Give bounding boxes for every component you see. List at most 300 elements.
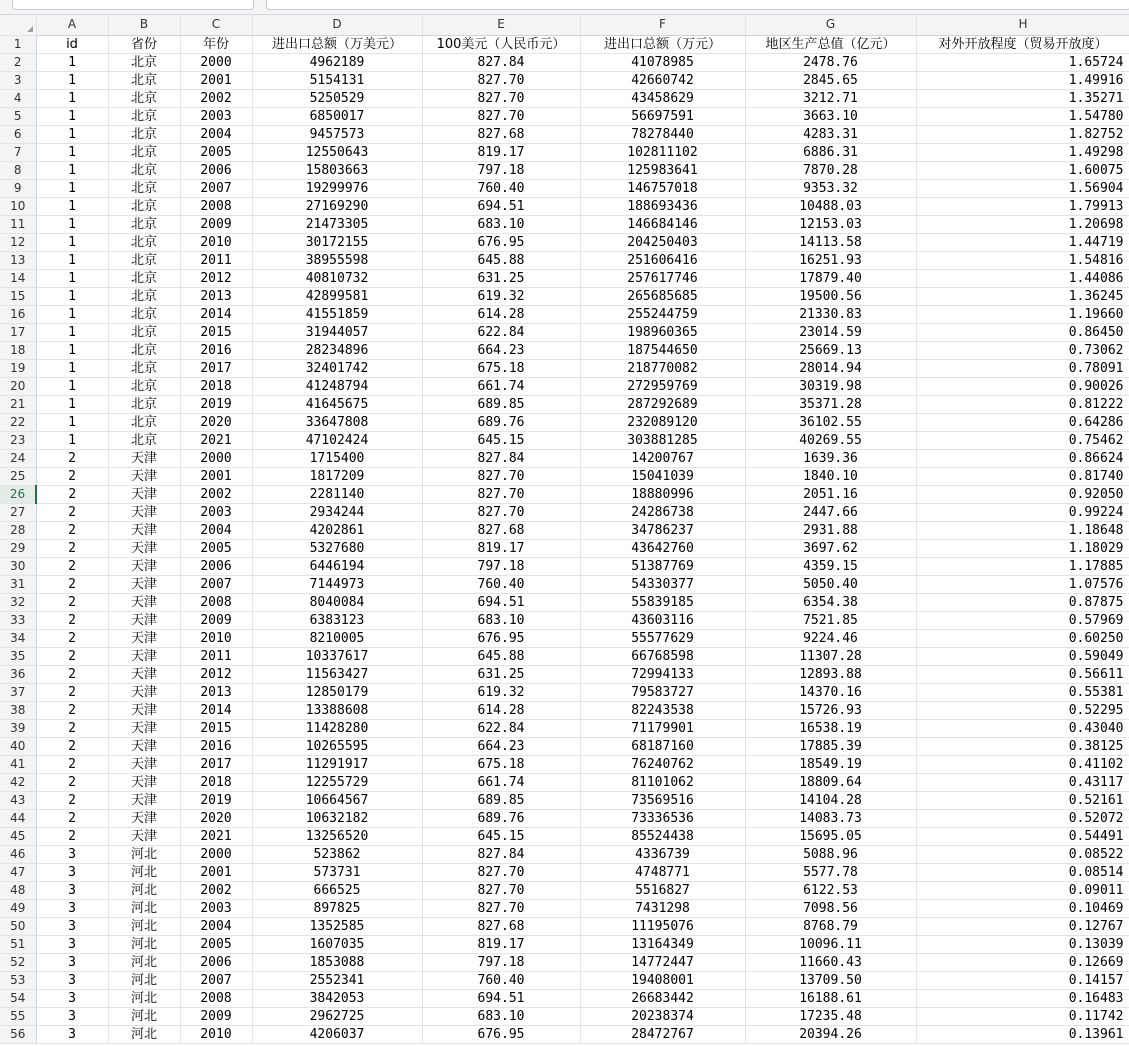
cell-province[interactable]: 北京 [108, 323, 180, 341]
cell-trade-cny[interactable]: 11195076 [580, 917, 745, 935]
cell-trade-cny[interactable]: 19408001 [580, 971, 745, 989]
cell-gdp[interactable]: 28014.94 [745, 359, 916, 377]
cell-province[interactable]: 天津 [108, 521, 180, 539]
cell-exchange-rate[interactable]: 664.23 [422, 341, 580, 359]
cell-year[interactable]: 2019 [180, 791, 252, 809]
cell-year[interactable]: 2018 [180, 773, 252, 791]
select-all-corner[interactable] [0, 15, 36, 35]
cell-trade-cny[interactable]: 204250403 [580, 233, 745, 251]
cell-province[interactable]: 天津 [108, 647, 180, 665]
cell-year[interactable]: 2004 [180, 125, 252, 143]
cell-trade-usd[interactable]: 27169290 [252, 197, 422, 215]
cell-trade-usd[interactable]: 10632182 [252, 809, 422, 827]
cell-openness[interactable]: 1.18029 [916, 539, 1129, 557]
column-header-d[interactable]: D [252, 15, 422, 35]
cell-year[interactable]: 2005 [180, 143, 252, 161]
row-number[interactable]: 40 [0, 737, 36, 755]
cell-province[interactable]: 北京 [108, 143, 180, 161]
row-number[interactable]: 13 [0, 251, 36, 269]
row-number[interactable]: 42 [0, 773, 36, 791]
cell-id[interactable]: 1 [36, 143, 108, 161]
cell-year[interactable]: 2011 [180, 647, 252, 665]
cell-gdp[interactable]: 3212.71 [745, 89, 916, 107]
cell-province[interactable]: 河北 [108, 917, 180, 935]
cell-exchange-rate[interactable]: 827.70 [422, 71, 580, 89]
cell-province[interactable]: 北京 [108, 305, 180, 323]
row-number[interactable]: 52 [0, 953, 36, 971]
row-number[interactable]: 45 [0, 827, 36, 845]
cell-id[interactable]: 1 [36, 251, 108, 269]
row-number[interactable]: 11 [0, 215, 36, 233]
cell-openness[interactable]: 0.13039 [916, 935, 1129, 953]
cell-id[interactable]: 2 [36, 737, 108, 755]
cell-province[interactable]: 北京 [108, 395, 180, 413]
row-number[interactable]: 48 [0, 881, 36, 899]
row-number[interactable]: 51 [0, 935, 36, 953]
cell-exchange-rate[interactable]: 631.25 [422, 269, 580, 287]
cell-year[interactable]: 2006 [180, 953, 252, 971]
cell-exchange-rate[interactable]: 827.84 [422, 53, 580, 71]
cell-trade-cny[interactable]: 7431298 [580, 899, 745, 917]
cell-id[interactable]: 1 [36, 197, 108, 215]
cell-year[interactable]: 2015 [180, 719, 252, 737]
cell-id[interactable]: 1 [36, 53, 108, 71]
row-number[interactable]: 50 [0, 917, 36, 935]
cell-id[interactable]: 1 [36, 395, 108, 413]
cell-exchange-rate[interactable]: 661.74 [422, 773, 580, 791]
cell-id[interactable]: 2 [36, 647, 108, 665]
cell-trade-cny[interactable]: 43603116 [580, 611, 745, 629]
cell-id[interactable]: 3 [36, 899, 108, 917]
cell-gdp[interactable]: 2931.88 [745, 521, 916, 539]
cell-province[interactable]: 天津 [108, 593, 180, 611]
cell-trade-usd[interactable]: 1352585 [252, 917, 422, 935]
cell-openness[interactable]: 0.60250 [916, 629, 1129, 647]
cell-exchange-rate[interactable]: 675.18 [422, 755, 580, 773]
cell-openness[interactable]: 0.08522 [916, 845, 1129, 863]
row-number[interactable]: 14 [0, 269, 36, 287]
cell-trade-cny[interactable]: 265685685 [580, 287, 745, 305]
row-number[interactable]: 19 [0, 359, 36, 377]
cell-exchange-rate[interactable]: 664.23 [422, 737, 580, 755]
cell-trade-usd[interactable]: 523862 [252, 845, 422, 863]
cell-year[interactable]: 2017 [180, 755, 252, 773]
cell-trade-usd[interactable]: 1853088 [252, 953, 422, 971]
cell-exchange-rate[interactable]: 645.88 [422, 647, 580, 665]
cell-trade-usd[interactable]: 7144973 [252, 575, 422, 593]
column-header-h[interactable]: H [916, 15, 1129, 35]
row-number[interactable]: 5 [0, 107, 36, 125]
cell-openness[interactable]: 1.82752 [916, 125, 1129, 143]
cell-id[interactable]: 1 [36, 341, 108, 359]
cell-trade-cny[interactable]: 73569516 [580, 791, 745, 809]
cell-id[interactable]: 2 [36, 791, 108, 809]
cell-header-trade-cny[interactable]: 进出口总额（万元） [580, 35, 745, 53]
cell-trade-usd[interactable]: 33647808 [252, 413, 422, 431]
cell-year[interactable]: 2007 [180, 179, 252, 197]
cell-openness[interactable]: 1.54780 [916, 107, 1129, 125]
column-header-g[interactable]: G [745, 15, 916, 35]
cell-gdp[interactable]: 1840.10 [745, 467, 916, 485]
row-number[interactable]: 12 [0, 233, 36, 251]
cell-exchange-rate[interactable]: 694.51 [422, 989, 580, 1007]
cell-exchange-rate[interactable]: 819.17 [422, 143, 580, 161]
cell-openness[interactable]: 0.81222 [916, 395, 1129, 413]
row-number[interactable]: 1 [0, 35, 36, 53]
cell-id[interactable]: 2 [36, 575, 108, 593]
cell-province[interactable]: 北京 [108, 161, 180, 179]
row-number[interactable]: 17 [0, 323, 36, 341]
cell-gdp[interactable]: 5088.96 [745, 845, 916, 863]
cell-openness[interactable]: 0.78091 [916, 359, 1129, 377]
cell-trade-usd[interactable]: 21473305 [252, 215, 422, 233]
cell-exchange-rate[interactable]: 614.28 [422, 701, 580, 719]
cell-exchange-rate[interactable]: 614.28 [422, 305, 580, 323]
cell-id[interactable]: 1 [36, 359, 108, 377]
row-number[interactable]: 34 [0, 629, 36, 647]
cell-id[interactable]: 2 [36, 467, 108, 485]
row-number[interactable]: 16 [0, 305, 36, 323]
cell-openness[interactable]: 1.35271 [916, 89, 1129, 107]
cell-exchange-rate[interactable]: 689.85 [422, 395, 580, 413]
cell-province[interactable]: 河北 [108, 863, 180, 881]
row-number[interactable]: 21 [0, 395, 36, 413]
cell-gdp[interactable]: 9353.32 [745, 179, 916, 197]
cell-province[interactable]: 天津 [108, 701, 180, 719]
cell-openness[interactable]: 0.13961 [916, 1025, 1129, 1043]
cell-id[interactable]: 2 [36, 701, 108, 719]
cell-trade-usd[interactable]: 42899581 [252, 287, 422, 305]
cell-header-openness[interactable]: 对外开放程度（贸易开放度） [916, 35, 1129, 53]
cell-province[interactable]: 河北 [108, 989, 180, 1007]
cell-year[interactable]: 2013 [180, 683, 252, 701]
cell-year[interactable]: 2012 [180, 269, 252, 287]
cell-province[interactable]: 北京 [108, 215, 180, 233]
cell-trade-cny[interactable]: 76240762 [580, 755, 745, 773]
cell-id[interactable]: 3 [36, 1007, 108, 1025]
cell-openness[interactable]: 1.36245 [916, 287, 1129, 305]
row-number[interactable]: 29 [0, 539, 36, 557]
cell-id[interactable]: 1 [36, 305, 108, 323]
cell-province[interactable]: 北京 [108, 233, 180, 251]
cell-gdp[interactable]: 40269.55 [745, 431, 916, 449]
cell-trade-usd[interactable]: 41248794 [252, 377, 422, 395]
cell-trade-cny[interactable]: 51387769 [580, 557, 745, 575]
cell-exchange-rate[interactable]: 760.40 [422, 179, 580, 197]
cell-gdp[interactable]: 13709.50 [745, 971, 916, 989]
row-number[interactable]: 55 [0, 1007, 36, 1025]
cell-id[interactable]: 1 [36, 377, 108, 395]
cell-gdp[interactable]: 14113.58 [745, 233, 916, 251]
cell-year[interactable]: 2014 [180, 701, 252, 719]
cell-openness[interactable]: 0.56611 [916, 665, 1129, 683]
cell-trade-cny[interactable]: 79583727 [580, 683, 745, 701]
cell-gdp[interactable]: 2845.65 [745, 71, 916, 89]
cell-exchange-rate[interactable]: 645.15 [422, 827, 580, 845]
cell-gdp[interactable]: 20394.26 [745, 1025, 916, 1043]
cell-gdp[interactable]: 4359.15 [745, 557, 916, 575]
cell-openness[interactable]: 1.49916 [916, 71, 1129, 89]
cell-year[interactable]: 2004 [180, 917, 252, 935]
cell-openness[interactable]: 1.60075 [916, 161, 1129, 179]
cell-id[interactable]: 3 [36, 845, 108, 863]
cell-id[interactable]: 2 [36, 809, 108, 827]
cell-year[interactable]: 2004 [180, 521, 252, 539]
cell-id[interactable]: 3 [36, 863, 108, 881]
cell-gdp[interactable]: 2447.66 [745, 503, 916, 521]
row-number[interactable]: 24 [0, 449, 36, 467]
cell-openness[interactable]: 0.09011 [916, 881, 1129, 899]
cell-gdp[interactable]: 11660.43 [745, 953, 916, 971]
cell-year[interactable]: 2006 [180, 161, 252, 179]
cell-year[interactable]: 2011 [180, 251, 252, 269]
cell-openness[interactable]: 1.07576 [916, 575, 1129, 593]
cell-province[interactable]: 北京 [108, 179, 180, 197]
cell-exchange-rate[interactable]: 689.76 [422, 413, 580, 431]
cell-id[interactable]: 2 [36, 503, 108, 521]
name-box[interactable] [12, 0, 254, 10]
cell-exchange-rate[interactable]: 827.70 [422, 899, 580, 917]
cell-gdp[interactable]: 25669.13 [745, 341, 916, 359]
row-number[interactable]: 22 [0, 413, 36, 431]
cell-openness[interactable]: 0.12669 [916, 953, 1129, 971]
cell-exchange-rate[interactable]: 760.40 [422, 971, 580, 989]
column-header-e[interactable]: E [422, 15, 580, 35]
cell-trade-usd[interactable]: 11428280 [252, 719, 422, 737]
row-number[interactable]: 32 [0, 593, 36, 611]
cell-id[interactable]: 3 [36, 935, 108, 953]
cell-year[interactable]: 2001 [180, 863, 252, 881]
cell-province[interactable]: 北京 [108, 431, 180, 449]
cell-exchange-rate[interactable]: 683.10 [422, 611, 580, 629]
cell-trade-usd[interactable]: 1607035 [252, 935, 422, 953]
cell-openness[interactable]: 0.99224 [916, 503, 1129, 521]
cell-id[interactable]: 2 [36, 593, 108, 611]
cell-gdp[interactable]: 15726.93 [745, 701, 916, 719]
cell-id[interactable]: 2 [36, 485, 108, 503]
cell-openness[interactable]: 0.11742 [916, 1007, 1129, 1025]
cell-year[interactable]: 2015 [180, 323, 252, 341]
cell-province[interactable]: 北京 [108, 197, 180, 215]
cell-openness[interactable]: 1.18648 [916, 521, 1129, 539]
cell-openness[interactable]: 0.81740 [916, 467, 1129, 485]
cell-trade-cny[interactable]: 85524438 [580, 827, 745, 845]
cell-year[interactable]: 2010 [180, 233, 252, 251]
cell-id[interactable]: 2 [36, 557, 108, 575]
cell-trade-cny[interactable]: 66768598 [580, 647, 745, 665]
cell-header-id[interactable]: id [36, 35, 108, 53]
cell-id[interactable]: 1 [36, 179, 108, 197]
row-number[interactable]: 18 [0, 341, 36, 359]
cell-province[interactable]: 河北 [108, 1025, 180, 1043]
row-number[interactable]: 49 [0, 899, 36, 917]
row-number[interactable]: 39 [0, 719, 36, 737]
cell-openness[interactable]: 0.52161 [916, 791, 1129, 809]
cell-year[interactable]: 2012 [180, 665, 252, 683]
cell-exchange-rate[interactable]: 676.95 [422, 233, 580, 251]
cell-trade-cny[interactable]: 251606416 [580, 251, 745, 269]
cell-openness[interactable]: 0.10469 [916, 899, 1129, 917]
cell-openness[interactable]: 0.41102 [916, 755, 1129, 773]
row-number[interactable]: 20 [0, 377, 36, 395]
cell-province[interactable]: 河北 [108, 881, 180, 899]
cell-gdp[interactable]: 36102.55 [745, 413, 916, 431]
row-number[interactable]: 25 [0, 467, 36, 485]
cell-province[interactable]: 天津 [108, 467, 180, 485]
row-number[interactable]: 54 [0, 989, 36, 1007]
cell-id[interactable]: 1 [36, 287, 108, 305]
row-number[interactable]: 36 [0, 665, 36, 683]
cell-trade-usd[interactable]: 2281140 [252, 485, 422, 503]
cell-id[interactable]: 1 [36, 431, 108, 449]
cell-gdp[interactable]: 3663.10 [745, 107, 916, 125]
cell-trade-cny[interactable]: 232089120 [580, 413, 745, 431]
cell-id[interactable]: 2 [36, 449, 108, 467]
cell-gdp[interactable]: 16251.93 [745, 251, 916, 269]
cell-gdp[interactable]: 17879.40 [745, 269, 916, 287]
cell-openness[interactable]: 1.19660 [916, 305, 1129, 323]
cell-openness[interactable]: 0.86624 [916, 449, 1129, 467]
cell-id[interactable]: 3 [36, 1025, 108, 1043]
row-number[interactable]: 27 [0, 503, 36, 521]
row-number[interactable]: 23 [0, 431, 36, 449]
cell-trade-usd[interactable]: 3842053 [252, 989, 422, 1007]
cell-province[interactable]: 北京 [108, 413, 180, 431]
row-number[interactable]: 4 [0, 89, 36, 107]
cell-exchange-rate[interactable]: 797.18 [422, 557, 580, 575]
cell-gdp[interactable]: 7521.85 [745, 611, 916, 629]
cell-exchange-rate[interactable]: 819.17 [422, 935, 580, 953]
cell-openness[interactable]: 0.38125 [916, 737, 1129, 755]
cell-exchange-rate[interactable]: 676.95 [422, 629, 580, 647]
cell-exchange-rate[interactable]: 827.70 [422, 89, 580, 107]
row-number[interactable]: 10 [0, 197, 36, 215]
cell-year[interactable]: 2002 [180, 89, 252, 107]
row-number[interactable]: 30 [0, 557, 36, 575]
cell-trade-usd[interactable]: 666525 [252, 881, 422, 899]
row-number[interactable]: 43 [0, 791, 36, 809]
cell-trade-cny[interactable]: 198960365 [580, 323, 745, 341]
cell-trade-usd[interactable]: 10265595 [252, 737, 422, 755]
cell-header-trade-usd[interactable]: 进出口总额（万美元） [252, 35, 422, 53]
row-number[interactable]: 3 [0, 71, 36, 89]
row-number[interactable]: 41 [0, 755, 36, 773]
row-number[interactable]: 9 [0, 179, 36, 197]
cell-trade-usd[interactable]: 11291917 [252, 755, 422, 773]
row-number[interactable]: 31 [0, 575, 36, 593]
cell-trade-cny[interactable]: 54330377 [580, 575, 745, 593]
cell-exchange-rate[interactable]: 797.18 [422, 953, 580, 971]
cell-id[interactable]: 3 [36, 989, 108, 1007]
cell-year[interactable]: 2010 [180, 1025, 252, 1043]
cell-trade-usd[interactable]: 8210005 [252, 629, 422, 647]
cell-trade-cny[interactable]: 78278440 [580, 125, 745, 143]
cell-province[interactable]: 河北 [108, 953, 180, 971]
cell-province[interactable]: 天津 [108, 575, 180, 593]
cell-openness[interactable]: 0.43117 [916, 773, 1129, 791]
row-number[interactable]: 33 [0, 611, 36, 629]
cell-trade-cny[interactable]: 72994133 [580, 665, 745, 683]
row-number[interactable]: 2 [0, 53, 36, 71]
cell-gdp[interactable]: 6886.31 [745, 143, 916, 161]
cell-exchange-rate[interactable]: 827.84 [422, 449, 580, 467]
cell-exchange-rate[interactable]: 689.76 [422, 809, 580, 827]
row-number[interactable]: 8 [0, 161, 36, 179]
cell-year[interactable]: 2020 [180, 413, 252, 431]
cell-trade-usd[interactable]: 5154131 [252, 71, 422, 89]
cell-province[interactable]: 天津 [108, 629, 180, 647]
cell-trade-cny[interactable]: 303881285 [580, 431, 745, 449]
cell-province[interactable]: 天津 [108, 503, 180, 521]
cell-trade-usd[interactable]: 31944057 [252, 323, 422, 341]
cell-year[interactable]: 2016 [180, 341, 252, 359]
cell-trade-cny[interactable]: 4336739 [580, 845, 745, 863]
cell-gdp[interactable]: 17885.39 [745, 737, 916, 755]
cell-gdp[interactable]: 7870.28 [745, 161, 916, 179]
cell-year[interactable]: 2016 [180, 737, 252, 755]
cell-province[interactable]: 天津 [108, 827, 180, 845]
cell-exchange-rate[interactable]: 827.70 [422, 107, 580, 125]
cell-id[interactable]: 1 [36, 413, 108, 431]
row-number[interactable]: 28 [0, 521, 36, 539]
cell-gdp[interactable]: 14370.16 [745, 683, 916, 701]
cell-openness[interactable]: 0.59049 [916, 647, 1129, 665]
cell-openness[interactable]: 0.87875 [916, 593, 1129, 611]
cell-id[interactable]: 1 [36, 89, 108, 107]
cell-year[interactable]: 2003 [180, 107, 252, 125]
cell-trade-usd[interactable]: 13256520 [252, 827, 422, 845]
cell-gdp[interactable]: 2051.16 [745, 485, 916, 503]
cell-trade-cny[interactable]: 5516827 [580, 881, 745, 899]
cell-province[interactable]: 北京 [108, 251, 180, 269]
cell-trade-usd[interactable]: 573731 [252, 863, 422, 881]
cell-trade-cny[interactable]: 42660742 [580, 71, 745, 89]
cell-trade-cny[interactable]: 102811102 [580, 143, 745, 161]
cell-trade-cny[interactable]: 24286738 [580, 503, 745, 521]
cell-openness[interactable]: 1.44086 [916, 269, 1129, 287]
cell-trade-usd[interactable]: 6850017 [252, 107, 422, 125]
formula-input[interactable] [266, 0, 1129, 10]
cell-trade-cny[interactable]: 34786237 [580, 521, 745, 539]
cell-exchange-rate[interactable]: 827.70 [422, 467, 580, 485]
cell-year[interactable]: 2003 [180, 899, 252, 917]
cell-trade-usd[interactable]: 5250529 [252, 89, 422, 107]
cell-year[interactable]: 2005 [180, 539, 252, 557]
cell-exchange-rate[interactable]: 827.84 [422, 845, 580, 863]
cell-exchange-rate[interactable]: 827.70 [422, 503, 580, 521]
cell-year[interactable]: 2007 [180, 575, 252, 593]
cell-exchange-rate[interactable]: 827.70 [422, 881, 580, 899]
cell-openness[interactable]: 1.49298 [916, 143, 1129, 161]
cell-exchange-rate[interactable]: 619.32 [422, 287, 580, 305]
cell-id[interactable]: 1 [36, 215, 108, 233]
cell-header-exchange-rate[interactable]: 100美元（人民币元） [422, 35, 580, 53]
cell-trade-cny[interactable]: 55839185 [580, 593, 745, 611]
cell-exchange-rate[interactable]: 694.51 [422, 197, 580, 215]
cell-gdp[interactable]: 5050.40 [745, 575, 916, 593]
cell-trade-usd[interactable]: 6383123 [252, 611, 422, 629]
cell-exchange-rate[interactable]: 683.10 [422, 215, 580, 233]
cell-trade-usd[interactable]: 2934244 [252, 503, 422, 521]
cell-year[interactable]: 2017 [180, 359, 252, 377]
cell-gdp[interactable]: 7098.56 [745, 899, 916, 917]
cell-trade-usd[interactable]: 11563427 [252, 665, 422, 683]
cell-trade-cny[interactable]: 81101062 [580, 773, 745, 791]
cell-id[interactable]: 2 [36, 773, 108, 791]
cell-openness[interactable]: 0.55381 [916, 683, 1129, 701]
cell-id[interactable]: 1 [36, 269, 108, 287]
cell-year[interactable]: 2000 [180, 449, 252, 467]
